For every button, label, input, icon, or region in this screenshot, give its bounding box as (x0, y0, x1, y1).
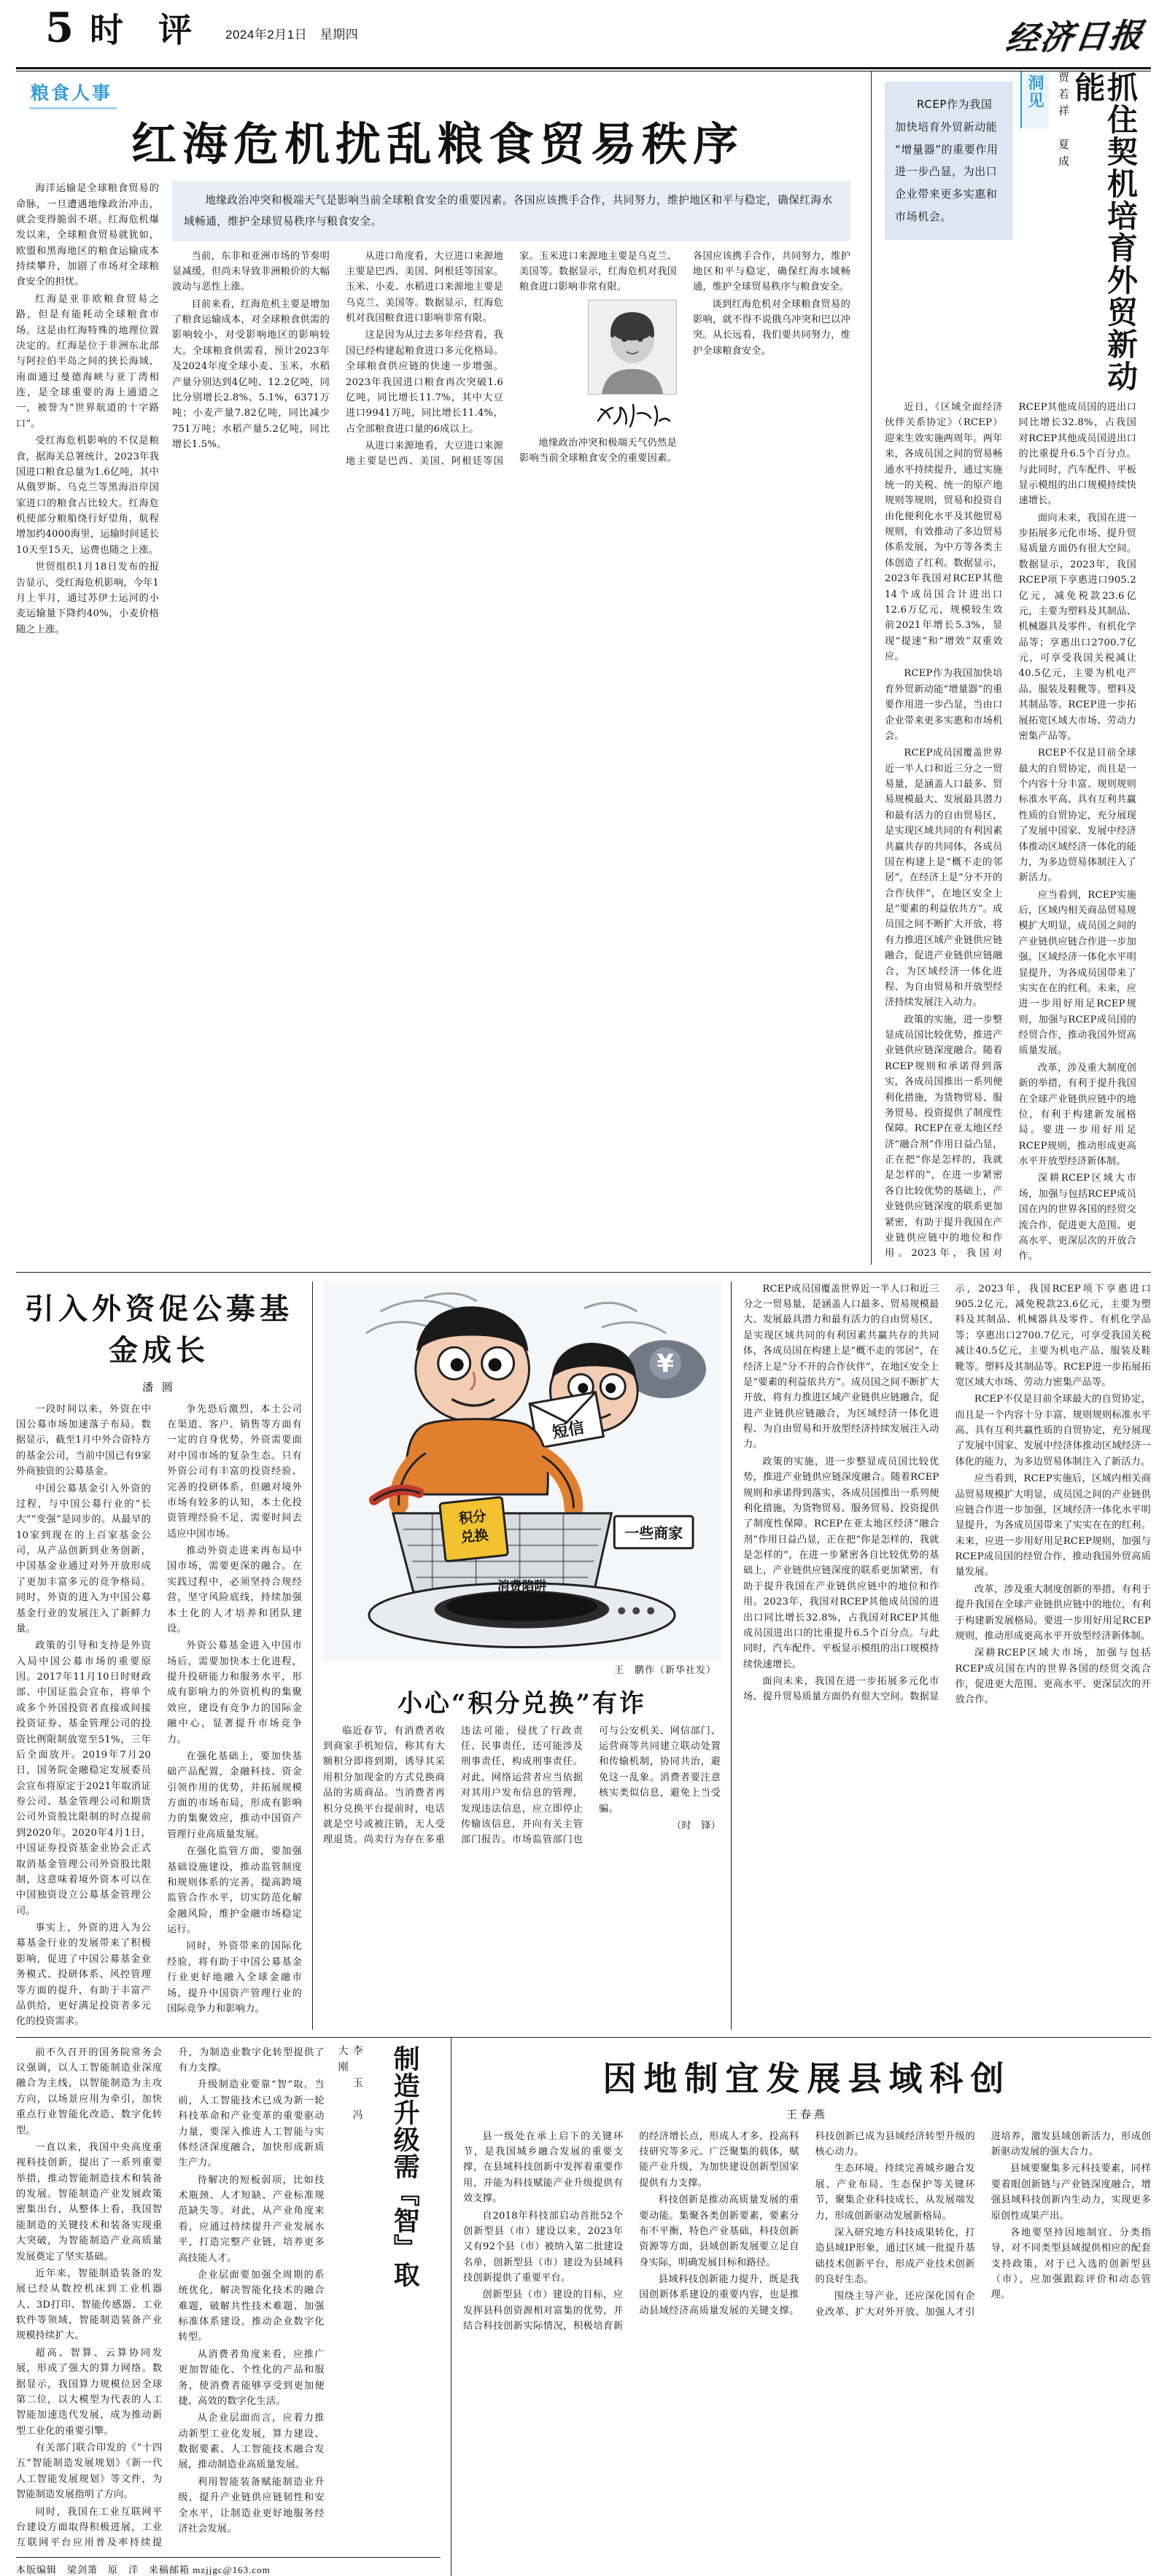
lead-headline: 红海危机扰乱粮食贸易秩序 (131, 117, 744, 171)
page-footer (16, 2557, 441, 2576)
lead-summary-text: 地缘政治冲突和极端天气是影响当前全球粮食安全的重要因素。各国应该携手合作，共同努力，维护地区和平与稳定，确保红海水域畅通，维护全球贸易秩序与粮食安全。 (184, 194, 833, 228)
lead-right-block (172, 181, 850, 639)
svg-text:短信: 短信 (551, 1418, 586, 1443)
county-article (451, 2037, 1151, 2576)
lead-columns: 当前，东非和亚洲市场的节奏明显减缓，但尚未导致非洲粮价的大幅波动与恶性上涨。 目前来看，红海危机主要是增加了粮食运输成本，对全球粮食供需的影响较小，对受影响地区的影响较大。全球粮食供需看，预计2023年及2024年度全球小麦、玉米、水稻产量分别达到4亿吨、12.2亿吨，同比分别增长2.8%、5.1%，6371万吨；小麦产量7.82亿吨，同比减少751万吨；水稻产量5.2亿吨，同比增长1.5%。 从进口角度看，大豆进口来源地主要是巴西、美国、阿根廷等国家。玉米、小麦、水稻进口来源地主要是乌克兰、美国等。数据显示，红海危机对我国粮食进口影响非常有限。 这是因为从过去多年经营看，我国已经构建起粮食进口多元化格局。全球粮食供应链的快速一步增强。2023年我国进口粮食再次突破1.6亿吨，同比增长11.7%，其中大豆进口9941万吨，同比增长11.4%，占全部粮食进口量的6成以上。 从进口来源地看，大豆进口来源地主要是巴西、美国、阿根廷等国家。玉米进口来源地主要是乌克兰、美国等。数据显示，红海危机对我国粮食进口影响非常有限。 地缘政治冲突和极端天气仍然是影响当前全球粮食安全的重要因素。各国应该携手合作，共同努力，维护地区和平与稳定，确保红海水域畅通，维护全球贸易秩序与粮食安全。 谈到红海危机对全球粮食贸易的影响，就不得不说俄乌冲突和巴以冲突。从长远看，我们要共同努力，维护全球粮食安全。 (172, 250, 850, 468)
manufacturing-byline: 李 玉 冯大刚 (336, 2044, 362, 2125)
county-headline: 因地制宜发展县域科创 (602, 2058, 1012, 2098)
insight-summary-box (885, 82, 1013, 240)
insight-byline: 贾若祥 夏成 (1056, 71, 1070, 172)
insight-tag: 洞见 (1020, 71, 1049, 128)
fund-headline: 引入外资促公募基金成长 (25, 1291, 293, 1367)
lead-col-1: 海洋运输是全球粮食贸易的命脉，一旦遭遇地缘政治冲击，就会变得脆弱不堪。红海危机爆发以来，全球粮食贸易就犹如，欧盟和黑海地区的粮食运输成本持续攀升，加剧了市场对全球粮食安全的担忧。 红海是亚非欧粮食贸易之路，但是有能耗动全球粮食市场。这是由红海特殊的地理位置决定的。红海是位于非洲东北部与阿拉伯半岛之间的狭长海域，南面通过曼德海峡与亚丁湾相连，是全球重要的海上通道之一，被誉为“世界航道的十字路口”。 受红海危机影响的不仅是粮食，据海关总署统计，2023年我国进口粮食总量为1.6亿吨，其中从俄罗斯、乌克兰等黑海沿岸国家进口的粮食占比较大。红海危机使部分粮船绕行好望角，航程增加约4000海里，运输时间延长10天至15天，运费也随之上涨。 世贸组织1月18日发布的报告显示，受红海危机影响，今年1月上半月，通过苏伊士运河的小麦运输量下降约40%，小麦价格随之上涨。 (16, 183, 160, 635)
footer-email: mzjjgc@163.com (193, 2564, 271, 2575)
fund-body: 一段时间以来，外资在中国公募市场加速落子布局。数据显示，截至1月中外合资特方的基金公司，当前中国已有9家外商独资的公募基金。 中国公募基金引入外资的过程，与中国公募行业的“长大”“变强”是同步的。从最早的10家到现在的上百家基金公司，从产品创新到业务创新，中国基金业通过对外开放形成了更加丰富多元的竞争格局。同时，外资的进入为中国公募基金行业的发展注入了新鲜力量。 政策的引导和支持是外资入局中国公募市场的重要原因。2017年11月10日时财政部、中国证监会宣布，将单个或多个外国投资者直接或间接投资证券、基金管理公司的投资比例限制放宽至51%，三年后全面放开。2019年7月20日，国务院金融稳定发展委员会宣布将原定于2021年取消证券公司、基金管理公司和期货公司外资股比限制的时点提前到2020年。2020年4月1日，中国证券投资基金业协会正式取消基金管理公司外资股比限制，这意味着境外资本可以在中国独资设立公募基金管理公司。 事实上，外资的进入为公募基金行业的发展带来了积极影响，促进了中国公募基金业务模式、投研体系、风控管理等方面的提升，有助于丰富产品供给，更好满足投资者多元化的投资需求。 争先恐后激烈，本土公司在渠道、客户、销售等方面有一定的自身优势，外资需要面对中国市场的复杂生态。只有外资公司有丰富的投资经验、完善的投研体系，但融对境外市场有较多的认知，本土化投资管理经验不足，需要时间去适应中国市场。 推动外资走进来再布局中国市场，需要更深的融合。在实践过程中，必须坚持合规经营，坚守风险底线，持续加强本土化的人才培养和团队建设。 外资公募基金进入中国市场后，需要加快本土化进程，提升投研能力和服务水平，形成有影响力的外资机构的集聚效应，建设有竞争力的国际金融中心，显著提升市场竞争力。 在强化基础上，要加快基础产品配置，金融科技、资金引领作用的优势，并拓展规模方面的市场布局，形成有影响力的集聚效应，推动中国资产管理行业高质量发展。 在强化监管方面，要加强基础设施建设，推动监管制度和规则体系的完善，提高跨境监管合作水平，切实防范化解金融风险，维护金融市场稳定运行。 同时，外资带来的国际化经验，将有助于中国公募基金行业更好地融入全球金融市场，提升中国资产管理行业的国际竞争力和影响力。 (16, 1403, 302, 2028)
lead-article (16, 71, 871, 1265)
insight-body: 近日，《区域全面经济伙伴关系协定》（RCEP）迎来生效实施两周年。两年来，各成员国之间的贸易畅通水平持续提升，通过实施统一的关税、统一的原产地规则等规则，贸易和投资自由化便利化水平及其他贸易规则，有效推动了多边贸易体系发展，为中方等各类主体创造了红利。数据显示，2023年我国对RCEP其他14个成员国合计进出口12.6万亿元，规模较生效前2021年增长5.3%，显现“提速”和“增效”双重效应。 RCEP作为我国加快培育外贸新动能“增量器”的重要作用进一步凸显，当由口企业带来更多实惠和市场机会。 RCEP成员国覆盖世界近一半人口和近三分之一贸易量，是涵盖人口最多、贸易规模最大、发展最具潜力和最有活力的自由贸易区，是实现区域共同的有利因素共赢共存的共同体，各成员国在构建上是“概不走的邻居”，在经济上是“分不开的合作伙伴”，在地区安全上是“要素的利益依共方”。成员国之间不断扩大开放，将有力推进区域产业链供应链融合，促进产业链供应链融合，为区域经济一体化进程、为自由贸易和开放型经济持续发展注入动力。 政策的实施，进一步整显成员国比较优势，推进产业链供应链深度融合。随着RCEP规则和承诺得到落实，各成员国推出一系列便利化措施，为货物贸易、服务贸易、投资提供了制度性保障。RCEP在亚太地区经济“融合剂”作用日益凸显，正在把“你是怎样的，我就是怎样的”，在进一步紧密各自比较优势的基础上，产业链供应链深度的联系更加紧密，有助于提升我国在产业链供应链中的地位和作用。2023年，我国对RCEP其他成员国的进出口同比增长32.8%，占我国对RCEP其他成员国进出口的比重提升6.5个百分点。与此同时，汽车配件、平板显示模组的出口规模持续快速增长。 面向未来，我国在进一步拓展多元化市场、提升贸易质量方面仍有很大空间。数据显示，2023年，我国RCEP项下享惠进口905.2亿元，减免税款23.6亿元，主要为塑料及其制品、机械器具及零件、有机化学品等；享惠出口2700.7亿元，可享受我国关税减让40.5亿元，主要为机电产品、服装及鞋靴等。塑料及其制品等。RCEP进一步拓展拓宽区域大市场、劳动力密集产品等。 RCEP不仅是目前全球最大的自贸协定，而且是一个内容十分丰富、规则规则标准水平高、具有互利共赢性质的自贸协定，充分展现了发展中国家、发展中经济体推动区域经济一体化的能力，为多边贸易体制注入了新活力。 应当看到，RCEP实施后，区域内相关商品贸易规模扩大明显，成员国之间的产业链供应链合作进一步加强，区域经济一体化水平明显提升，为各成员国带来了实实在在的红利。未来，应进一步用好用足RCEP规则，加强与RCEP成员国的经贸合作，推动我国外贸高质量发展。 改革，涉及重大制度创新的举措，有利于提升我国在全球产业链供应链中的地位，有利于构建新发展格局。要进一步用好用足RCEP规则，推动形成更高水平开放型经济新体制。 深耕RCEP区域大市场，加强与包括RCEP成员国在内的世界各国的经贸交流合作，促进更大范围、更高水平、更深层次的开放合作。 (885, 402, 1136, 1262)
author-signature (592, 399, 672, 432)
cartoon-credit: 王 鹏作（新华社发） (613, 1664, 716, 1675)
insight-summary-text: RCEP作为我国加快培育外贸新动能“增量器”的重要作用进一步凸显，为出口企业带来更多实惠和市场机会。 (895, 98, 999, 223)
middle-section (16, 1272, 1151, 2030)
svg-text:消费陷阱: 消费陷阱 (497, 1578, 547, 1594)
publication-date: 2024年2月1日 星期四 (225, 28, 359, 42)
cartoon-article (312, 1281, 731, 2030)
folio (45, 4, 359, 52)
lower-section (16, 2037, 1151, 2576)
lead-kicker: 粮食人事 (29, 79, 117, 109)
county-body: 县一级处在承上启下的关键环节，是我国城乡融合发展的重要支撑，在县域科技创新中发挥着重要作用，并能为科技赋能产业升级提供有效支撑。 自2018年科技部启动首批52个创新型县（市）建设以来，2023年又有92个县（市）被纳入第二批建设名单，创新型县（市）建设为县域科技创新提供了重要平台。 创新型县（市）建设的目标，应发挥县科创资源相对富集的优势，并结合科技创新实际情况，积极培育新的经济增长点，形成人才多、投高科技研究等多元、广泛聚集的载体，赋能产业升级，为加快建设创新型国家提供有力支撑。 科技创新是推动高质量发展的重要动能。集聚各类创新要素，要素分布不平衡，特色产业基础，科技创新资源等方面，县域创新发展要立足自身实际，明确发展目标和路径。 县域科技创新能力提升，既是我国创新体系建设的重要内容，也是推动县域经济高质量发展的关键支撑。科技创新已成为县域经济转型升级的核心动力。 生态环境。持续完善城乡融合发展、产业布局、生态保护等关键环节，聚集企业科技成长，从发展端发力，形成创新驱动发展新格局。 深入研究地方科技成果转化，打造县域IP形象，通过区域一批提升基础技术创新平台，形成产业技术创新的良好生态。 围绕主导产业，还应深化国有企业改革、扩大对外开放、加强人才引进培养，激发县域创新活力，形成创新驱动发展的强大合力。 县域要聚集多元科技要素，同样要着眼创新链与产业链深度融合，增强县域科技创新内生动力，实现更多原创性成果产出。 各地要坚持因地制宜、分类指导，对不同类型县域提供相应的配套支持政策，对于已入选的创新型县（市），应加强跟踪评价和动态管理。 (463, 2130, 1151, 2332)
svg-text:积分: 积分 (457, 1508, 487, 1527)
manufacturing-headline: 制造升级需『智』取 (389, 2044, 420, 2288)
manufacturing-article (16, 2037, 451, 2576)
cartoon-caption: 小心“积分兑换”有诈 (397, 1688, 647, 1718)
insight-headline: 抓住契机培育外贸新动能 (1070, 71, 1139, 392)
cartoon-body: 临近春节，有消费者收到商家手机短信，称其有大额积分即将到期，诱导其采用积分加现金的方式兑换商品的劣质商品。当消费者再积分兑换平台提前时，电话就是空号或被注销，无人受理退货。尚卖行为存在多重违法可能，侵扰了行政责任、民事责任，还可能涉及刑事责任，构成刑事责任。对此，网络运营者应当依据对其用户发布信息的管理，发现违法信息，应立即停止传输该信息，并向有关主管部门报告。市场监管部门也可与公安机关、网信部门、运营商等共同建立联动处置和传输机制，协同共治，避免这一乱象。消费者要注意核实类似信息，避免上当受骗。 （时 锋） (323, 1725, 721, 1846)
svg-text:一些商家: 一些商家 (624, 1524, 683, 1542)
fund-byline: 潘 圆 (142, 1381, 176, 1394)
footer-editors: 本版编辑 梁剑箫 原 洋 来稿邮箱 (16, 2564, 190, 2575)
masthead (16, 0, 1151, 67)
newspaper-logo: 经济日报 (1004, 17, 1146, 58)
insight-continued (731, 1281, 1151, 2030)
manufacturing-body: 前不久召开的国务院常务会议强调，以人工智能制造业深度融合为主线，以智能制造为主攻方向，以场景应用为牵引，加快重点行业智能化改造、数字化转型。 一直以来，我国中央高度重视科技创新，提出了一系列重要举措，推动智能制造技术和装备的发展。智能制造产业发展政策密集出台，从整体上看，我国智能制造的关键技术和装备实现重大突破，为智能制造产业高质量发展奠定了坚实基础。 近年来，智能制造装备的发展已经从数控机床到工业机器人、3D打印、智能传感器、工业软件等领域，智能制造装备产业规模持续扩大。 超高、智算、云算协同发展，形成了强大的算力网络。数据显示，我国算力规模位居全球第二位，以大模型为代表的人工智能加速迭代发展，成为推动新型工业化的重要引擎。 有关部门联合印发的《“十四五”智能制造发展规划》《新一代人工智能发展规划》等文件，为智能制造发展指明了方向。 同时，我国在工业互联网平台建设方面取得积极进展，工业互联网平台应用普及率持续提升，为制造业数字化转型提供了有力支撑。 升级制造业要靠“智”取。当前，人工智能技术已成为新一轮科技革命和产业变革的重要驱动力量，要深入推进人工智能与实体经济深度融合，加快形成新质生产力。 待解决的短板弱项，比如技术瓶颈、人才短缺、产业标准规范缺失等。对此，从产业角度来看，应通过持续提升产业发展水平，打造完整产业链，培养更多高技能人才。 企业层面要加强全周期的系统优化，解决智能化技术的融合难题，破解共性技术难题、加强标准体系建设，推动企业数字化转型。 从消费者角度来看，应推广更加智能化、个性化的产品和服务，使消费者能够享受到更加便捷、高效的数字化生活。 从企业层面而言，应着力推动新型工业化发展，算力建设、数据要素、人工智能技术融合发展，推动制造业高质量发展。 利用智能装备赋能制造业升级，提升产业链供应链韧性和安全水平，让制造业更好地服务经济社会发展。 (16, 2047, 325, 2549)
cartoon-image (323, 1281, 721, 1661)
section-name: 时 评 (89, 10, 203, 50)
insight-article (871, 71, 1139, 1265)
page-number: 5 (45, 4, 74, 52)
insight-title-wrap (885, 71, 1139, 392)
svg-text:¥: ¥ (656, 1349, 674, 1378)
insight-continued-body: RCEP成员国覆盖世界近一半人口和近三分之一贸易量，是涵盖人口最多、贸易规模最大、发展最具潜力和最有活力的自由贸易区，是实现区域共同的有利因素共赢共存的共同体，各成员国在构建上是“概不走的邻居”，在经济上是“分不开的合作伙伴”，在地区安全上是“要素的利益依共方”。成员国之间不断扩大开放，将有力推进区域产业链供应链融合，促进产业链供应链融合，为区域经济一体化进程、为自由贸易和开放型经济持续发展注入动力。 政策的实施，进一步整显成员国比较优势，推进产业链供应链深度融合。随着RCEP规则和承诺得到落实，各成员国推出一系列便利化措施，为货物贸易、服务贸易、投资提供了制度性保障。RCEP在亚太地区经济“融合剂”作用日益凸显，正在把“你是怎样的，我就是怎样的”，在进一步紧密各自比较优势的基础上，产业链供应链深度的联系更加紧密，有助于提升我国在产业链供应链中的地位和作用。2023年，我国对RCEP其他成员国的进出口同比增长32.8%，占我国对RCEP其他成员国进出口的比重提升6.5个百分点。与此同时，汽车配件、平板显示模组的出口规模持续快速增长。 面向未来，我国在进一步拓展多元化市场、提升贸易质量方面仍有很大空间。数据显示，2023年，我国RCEP项下享惠进口905.2亿元，减免税款23.6亿元，主要为塑料及其制品、机械器具及零件、有机化学品等；享惠出口2700.7亿元，可享受我国关税减让40.5亿元，主要为机电产品、服装及鞋靴等。塑料及其制品等。RCEP进一步拓展拓宽区域大市场、劳动力密集产品等。 RCEP不仅是目前全球最大的自贸协定，而且是一个内容十分丰富、规则规则标准水平高、具有互利共赢性质的自贸协定，充分展现了发展中国家、发展中经济体推动区域经济一体化的能力，为多边贸易体制注入了新活力。 应当看到，RCEP实施后，区域内相关商品贸易规模扩大明显，成员国之间的产业链供应链合作进一步加强，区域经济一体化水平明显提升，为各成员国带来了实实在在的红利。未来，应进一步用好用足RCEP规则，加强与RCEP成员国的经贸合作，推动我国外贸高质量发展。 改革，涉及重大制度创新的举措，有利于提升我国在全球产业链供应链中的地位，有利于构建新发展格局。要进一步用好用足RCEP规则，推动形成更高水平开放型经济新体制。 深耕RCEP区域大市场，加强与包括RCEP成员国在内的世界各国的经贸交流合作，促进更大范围、更高水平、更深层次的开放合作。 (743, 1283, 1151, 1706)
county-byline: 王春燕 (786, 2108, 828, 2121)
lead-summary-box (172, 181, 850, 241)
fund-article (16, 1281, 312, 2030)
top-section (16, 71, 1151, 1265)
svg-text:兑换: 兑换 (460, 1526, 489, 1546)
author-portrait (588, 300, 677, 395)
